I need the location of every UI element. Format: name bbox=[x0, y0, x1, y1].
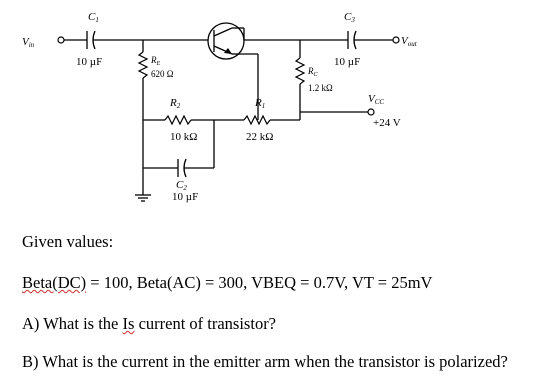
svg-text:C2: C2 bbox=[176, 179, 187, 192]
question-a: A) What is the Is current of transistor? bbox=[22, 314, 277, 333]
given-beta-dc: Beta(DC) bbox=[22, 273, 87, 292]
svg-text:22 kΩ: 22 kΩ bbox=[246, 131, 274, 143]
given-values bbox=[22, 273, 432, 293]
svg-text:1.2 kΩ: 1.2 kΩ bbox=[308, 83, 333, 93]
vcc-terminal bbox=[368, 93, 401, 129]
question-b: B) What is the current in the emitter arm when the transistor is polarized? bbox=[22, 352, 508, 371]
svg-text:620 Ω: 620 Ω bbox=[151, 69, 174, 79]
capacitor-c2 bbox=[172, 159, 198, 203]
svg-text:10 µF: 10 µF bbox=[172, 191, 199, 203]
vout-terminal bbox=[393, 35, 418, 48]
resistor-re bbox=[139, 52, 174, 79]
svg-text:VCC: VCC bbox=[368, 93, 385, 106]
transistor bbox=[143, 23, 244, 59]
svg-text:Vout: Vout bbox=[401, 35, 417, 48]
resistor-rc bbox=[296, 58, 333, 93]
svg-text:RC: $R_C$ bbox=[308, 66, 318, 78]
svg-text:10 kΩ: 10 kΩ bbox=[170, 131, 198, 143]
svg-text:C1: C1 bbox=[88, 11, 99, 24]
svg-text:R2: R2 bbox=[170, 97, 181, 110]
svg-text:C3: C3 bbox=[344, 11, 355, 24]
svg-text:10 µF: 10 µF bbox=[334, 56, 361, 68]
svg-text:R1: R1 bbox=[255, 97, 266, 110]
given-rest: = 100, Beta(AC) = 300, VBEQ = 0.7V, VT = 25mV bbox=[86, 273, 433, 292]
given-title: Given values: bbox=[22, 232, 114, 251]
svg-text:Vin: Vin bbox=[22, 36, 35, 49]
svg-text:RE: $R_E$ bbox=[151, 55, 161, 67]
ground-symbol bbox=[135, 195, 151, 201]
svg-text:+24 V: +24 V bbox=[373, 117, 401, 129]
resistor-r1 bbox=[244, 97, 273, 143]
vin-terminal bbox=[22, 36, 64, 49]
c1-value: 10 µF bbox=[76, 56, 103, 68]
